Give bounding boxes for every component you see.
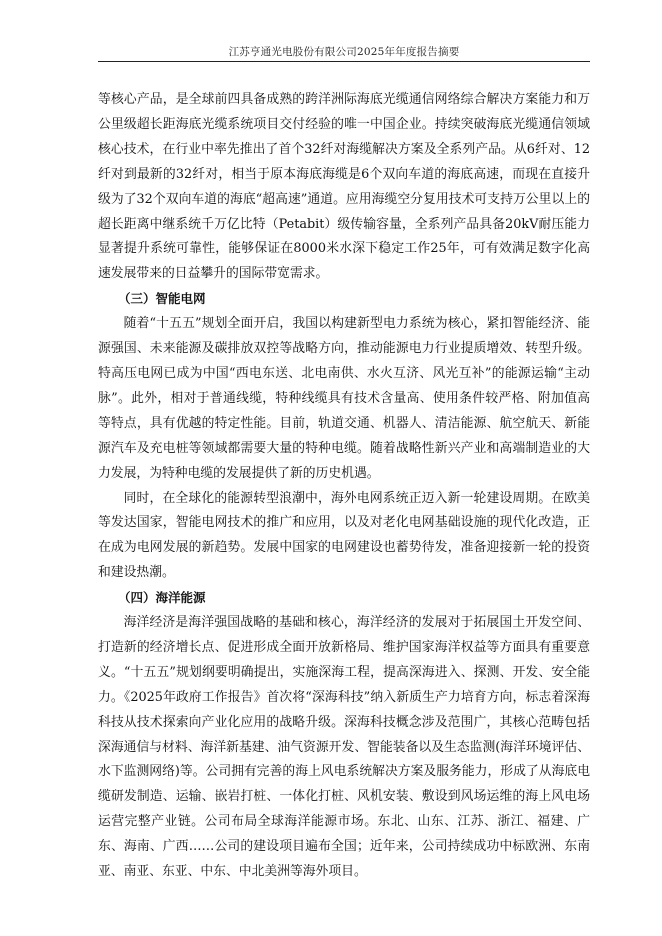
paragraph-submarine-cable: 等核心产品，是全球前四具备成熟的跨洋洲际海底光缆通信网络综合解决方案能力和万公里级超长距海底光缆系统项目交付经验的唯一中国企业。持续突破海底光缆通信领域核心技术，在行业中率先推出了首个32纤对海缆解决方案及全系列产品。从6纤对、12纤对到最新的32纤对，相当于原本海底海缆是6个双向车道的海底高速，而现在直接升级为了32个双向车道的海底“超高速”通道。应用海缆空分复用技术可支持万公里以上的超长距离中继系统千万亿比特（Petabit）级传输容量，全系列产品具备20kV耐压能力显著提升系统可靠性，能够保证在8000米水深下稳定工作25年，可有效满足数字化高速发展带来的日益攀升的国际带宽需求。 (98, 92, 590, 282)
document-body (98, 88, 590, 885)
section-heading-ocean-energy: （四）海洋能源 (118, 590, 206, 606)
paragraph-ocean-energy: 海洋经济是海洋强国战略的基础和核心，海洋经济的发展对于拓展国土开发空间、打造新的经济增长点、促进形成全面开放新格局、维护国家海洋权益等方面具有重要意义。“十五五”规划纲要明确提出，实施深海工程，提高深海进入、探测、开发、安全能力。《2025年政府工作报告》首次将“深海科技”纳入新质生产力培育方向，标志着深海科技从技术探索向产业化应用的战略升级。深海科技概念涉及范围广，其核心范畴包括深海通信与材料、海洋新基建、油气资源开发、智能装备以及生态监测(海洋环境评估、水下监测网络)等。公司拥有完善的海上风电系统解决方案及服务能力，形成了从海底电缆研发制造、运输、嵌岩打桩、一体化打桩、风机安装、敷设到风场运维的海上风电场运营完整产业链。公司布局全球海洋能源市场。东北、山东、江苏、浙江、福建、广东、海南、广西……公司的建设项目遍布全国；近年来，公司持续成功中标欧洲、东南亚、南亚、东亚、中东、中北美洲等海外项目。 (98, 615, 590, 880)
section-heading-smart-grid: （三）智能电网 (118, 291, 206, 307)
paragraph-smart-grid-domestic: 随着“十五五”规划全面开启，我国以构建新型电力系统为核心，紧扣智能经济、能源强国、未来能源及碳排放双控等战略方向，推动能源电力行业提质增效、转型升级。特高压电网已成为中国“西电东送、北电南供、水火互济、风光互补”的能源运输“主动脉”。此外，相对于普通线缆，特种线缆具有技术含量高、使用条件较严格、附加值高等特点，具有优越的特定性能。目前，轨道交通、机器人、清洁能源、航空航天、新能源汽车及充电桩等领域都需要大量的特种电缆。随着战略性新兴产业和高端制造业的大力发展，为特种电缆的发展提供了新的历史机遇。 (98, 316, 590, 481)
page-header-title: 江苏亨通光电股份有限公司2025年年度报告摘要 (228, 46, 460, 58)
paragraph-smart-grid-overseas: 同时，在全球化的能源转型浪潮中，海外电网系统正迈入新一轮建设周期。在欧美等发达国家，智能电网技术的推广和应用，以及对老化电网基础设施的现代化改造，正在成为电网发展的新趋势。发展中国家的电网建设也蓄势待发，准备迎接新一轮的投资和建设热潮。 (98, 490, 590, 581)
header-divider (98, 61, 590, 62)
